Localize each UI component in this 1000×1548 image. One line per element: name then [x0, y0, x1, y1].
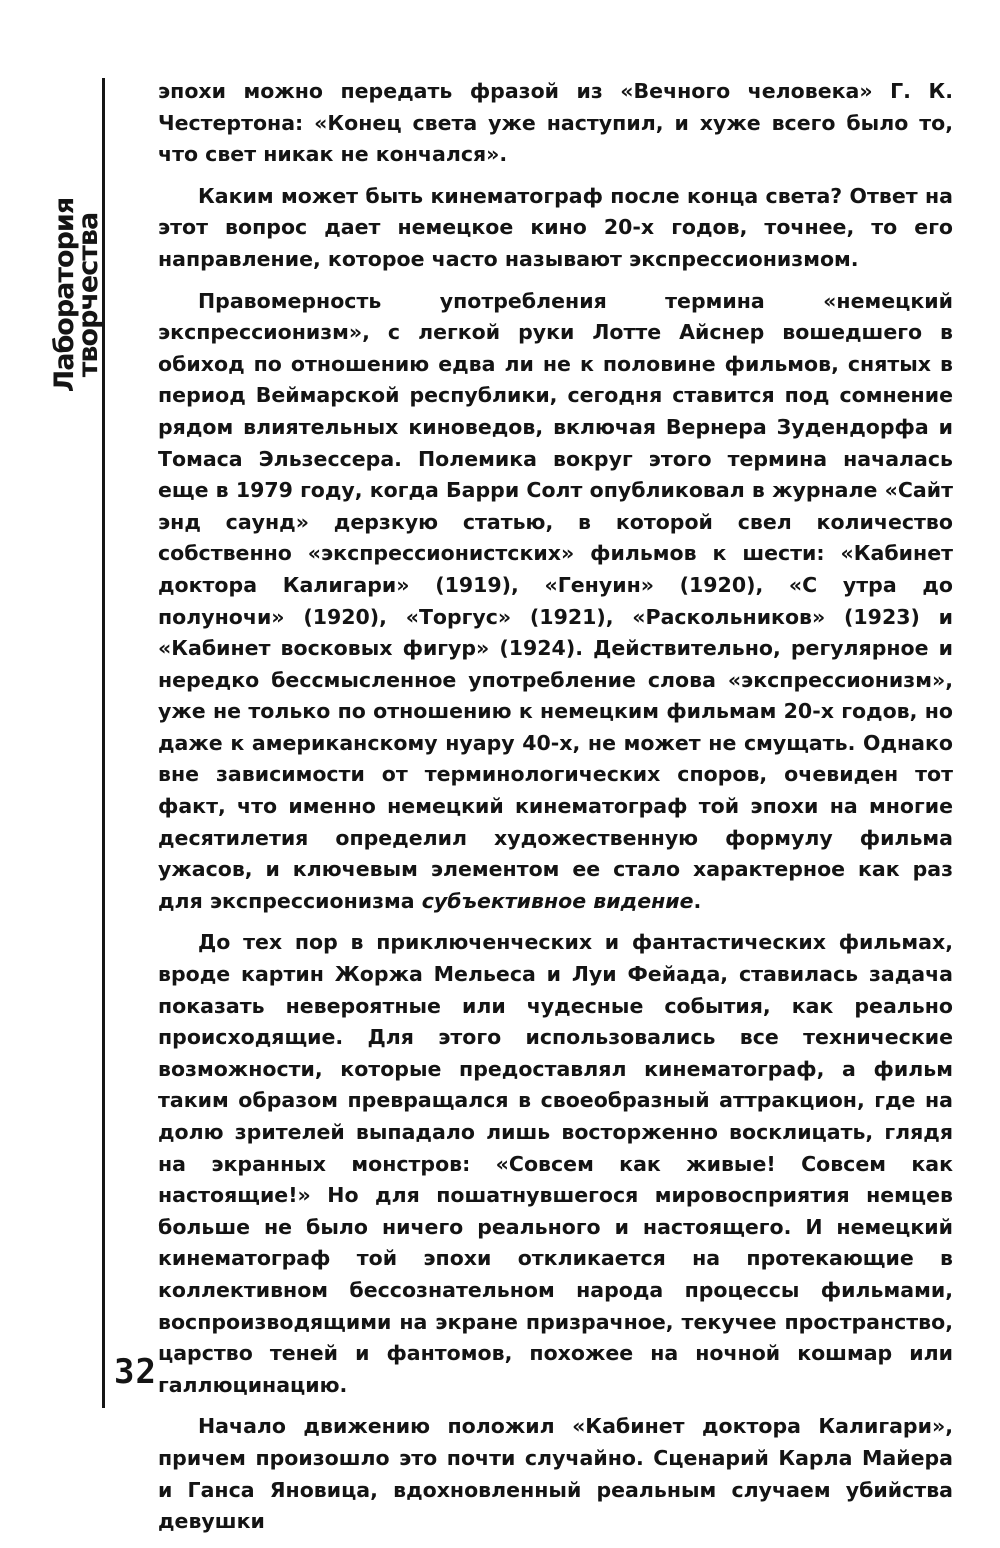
- paragraph-3-text: Правомерность употребления термина «немецкий экспрессионизм», с легкой руки Лотте Айснер вошедшего в обиход по отношению едва ли не к половине фильмов, снятых в период Веймарской республики, сегодня ставится под сомнение рядом влиятельных киноведов, включая Вернера Зудендорфа и Томаса Эльзессера. Полемика вокруг этого термина началась еще в 1979 году, когда Барри Солт опубликовал в журнале «Сайт энд саунд» дерзкую статью, в которой свел количество собственно «экспрессионистских» фильмов к шести: «Кабинет доктора Калигари» (1919), «Генуин» (1920), «С утра до полуночи» (1920), «Торгус» (1921), «Раскольников» (1923) и «Кабинет восковых фигур» (1924). Действительно, регулярное и нередко бессмысленное употребление слова «экспрессионизм», уже не только по отношению к немецким фильмам 20-х годов, но даже к американскому нуару 40-х, не может не смущать. Однако вне зависимости от терминологических споров, очевиден тот факт, что именно немецкий кинематограф той эпохи на многие десятилетия определил художественную формулу фильма ужасов, и ключевым элементом ее стало характерное как раз для экспрессионизма: [158, 288, 953, 913]
- paragraph-1: эпохи можно передать фразой из «Вечного человека» Г. К. Честертона: «Конец света уже наступил, и хуже всего было то, что свет никак не кончался».: [158, 79, 953, 167]
- running-head-line2: творчества: [73, 212, 104, 378]
- paragraph-2: Каким может быть кинематограф после конца света? Ответ на этот вопрос дает немецкое кино 20-х годов, точнее, то его направление, которое часто называют экспрессионизмом.: [158, 183, 953, 271]
- side-rule-foot: [102, 1378, 105, 1408]
- paragraph-3-emphasis: субъективное видение: [421, 888, 694, 913]
- paragraph-3-after: .: [693, 888, 702, 913]
- page-number: 32: [114, 1352, 157, 1392]
- running-head: [49, 197, 113, 393]
- paragraph-3: [158, 286, 953, 918]
- paragraph-4: До тех пор в приключенческих и фантастических фильмах, вроде картин Жоржа Мельеса и Луи Фейада, ставилась задача показать невероятные или чудесные события, как реально происходящие. Для этого использовались все технические возможности, которые предоставлял кинематограф, а фильм таким образом превращался в своеобразный аттракцион, где на долю зрителей выпадало лишь восторженно восклицать, глядя на экранных монстров: «Совсем как живые! Совсем как настоящие!» Но для пошатнувшегося мировосприятия немцев больше не было ничего реального и настоящего. И немецкий кинематограф той эпохи откликается на протекающие в коллективном бессознательном народа процессы фильмами, воспроизводящими на экране призрачное, текучее пространство, царство теней и фантомов, похожее на ночной кошмар или галлюцинацию.: [158, 930, 953, 1397]
- body-text: [158, 76, 953, 1548]
- paragraph-5: Начало движению положил «Кабинет доктора Калигари», причем произошло это почти случайно. Сценарий Карла Майера и Ганса Яновица, вдохновленный реальным случаем убийства девушки: [158, 1414, 953, 1534]
- running-head-line1: Лаборатория: [49, 197, 80, 393]
